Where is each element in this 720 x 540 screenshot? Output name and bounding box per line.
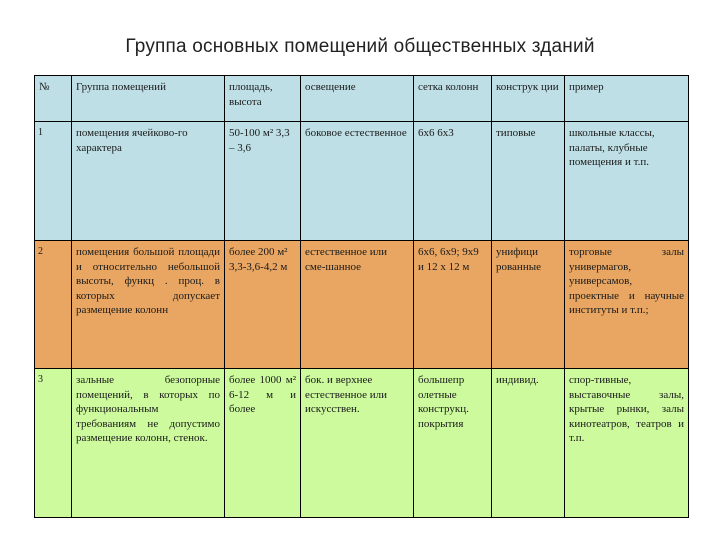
page-title: Группа основных помещений общественных зданий [125,36,595,57]
example-cell: спор-тивные, выставочные залы, крытые рынки, залы кинотеатров, театров и т.п. [565,369,689,518]
area-cell: более 200 м² 3,3-3,6-4,2 м [225,241,301,369]
construction-cell: унифици рованные [492,241,565,369]
construction-cell: индивид. [492,369,565,518]
row-number: 1 [35,122,72,241]
header-cell: сетка колонн [414,76,492,122]
rooms-table [34,75,689,518]
table-row [35,122,689,241]
table-row [35,241,689,369]
lighting-cell: боковое естественное [301,122,414,241]
group-cell: помещения ячейково-го характера [72,122,225,241]
header-cell: пример [565,76,689,122]
grid-cell: 6х6 6х3 [414,122,492,241]
row-number: 2 [35,241,72,369]
header-cell: Группа помещений [72,76,225,122]
grid-cell: большепр олетные конструкц. покрытия [414,369,492,518]
construction-cell: типовые [492,122,565,241]
header-cell: освещение [301,76,414,122]
example-cell: торговые залы универмагов, универсамов, проектные и научные институты и т.п.; [565,241,689,369]
area-cell: 50-100 м² 3,3 – 3,6 [225,122,301,241]
header-cell: площадь, высота [225,76,301,122]
group-cell: зальные безопорные помещений, в которых по функциональным требованиям не допустимо размещение колонн, стенок. [72,369,225,518]
example-cell: школьные классы, палаты, клубные помещения и т.п. [565,122,689,241]
lighting-cell: естественное или сме-шанное [301,241,414,369]
row-number: 3 [35,369,72,518]
header-cell: № [35,76,72,122]
table-header-row [35,76,689,122]
lighting-cell: бок. и верхнее естественное или искусствен. [301,369,414,518]
header-cell: конструк ции [492,76,565,122]
table-row [35,369,689,518]
area-cell: более 1000 м² 6-12 м и более [225,369,301,518]
group-cell: помещения большой площади и относительно небольшой высоты, функц . проц. в которых допускает размещение колонн [72,241,225,369]
grid-cell: 6х6, 6х9; 9х9 и 12 х 12 м [414,241,492,369]
